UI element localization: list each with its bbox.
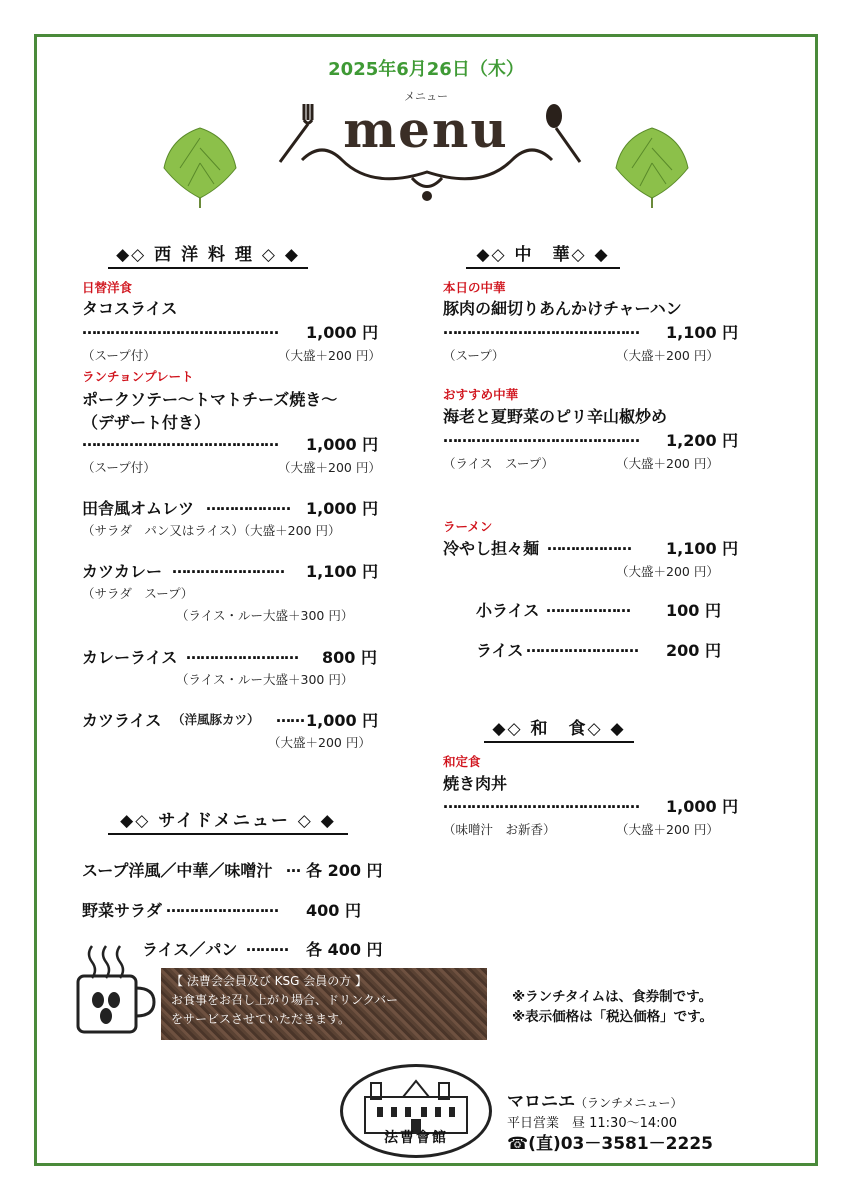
item-name: ライス／パン xyxy=(142,940,238,959)
category-label: ラーメン xyxy=(443,519,493,534)
item-name: タコスライス xyxy=(82,299,178,318)
shop-hours: 平日営業 昼 11:30～14:00 xyxy=(507,1116,678,1131)
leader-dots: ……………… xyxy=(206,496,290,514)
item-name: スープ洋風／中華／味噌汁 xyxy=(82,861,273,880)
item-price: 各 200 円 xyxy=(306,861,383,880)
section-heading-side: ◆◇ サイドメニュー ◇ ◆ xyxy=(108,806,348,835)
item-name: 野菜サラダ xyxy=(82,901,162,920)
item-price: 200 円 xyxy=(666,641,721,660)
member-notice-line: お食事をお召し上がり場合、ドリンクバー xyxy=(171,993,399,1007)
leaf-icon xyxy=(160,118,240,213)
item-note: （スープ付） xyxy=(82,460,156,475)
item-name: 焼き肉丼 xyxy=(443,774,508,793)
item-name: 豚肉の細切りあんかけチャーハン xyxy=(443,299,682,318)
leader-dots: …………………………………… xyxy=(443,320,639,338)
item-note: （ライス スープ） xyxy=(443,456,554,471)
leader-dots: …………………… xyxy=(166,898,278,916)
item-note: （スープ） xyxy=(443,348,505,363)
leader-dots: …………………… xyxy=(186,645,298,663)
leader-dots: ……………… xyxy=(547,536,631,554)
section-heading-chinese: ◆◇ 中 華◇ ◆ xyxy=(466,240,620,269)
notice-text: ※ランチタイムは、食券制です。 xyxy=(512,989,713,1005)
menu-subtitle: メニュー xyxy=(404,90,448,103)
coffee-cup-icon xyxy=(72,938,160,1038)
category-label: 日替洋食 xyxy=(82,280,133,295)
leader-dots: …………………………………… xyxy=(82,432,278,450)
item-price: 1,200 円 xyxy=(666,431,739,450)
item-note: （大盛＋200 円） xyxy=(278,460,381,475)
category-label: おすすめ中華 xyxy=(443,387,519,402)
item-name: カレーライス xyxy=(82,648,178,667)
notice-text: ※表示価格は「税込価格」です。 xyxy=(512,1009,714,1025)
item-price: 1,000 円 xyxy=(306,435,379,454)
shop-name xyxy=(507,1087,683,1112)
item-price: 400 円 xyxy=(306,901,361,920)
item-price: 100 円 xyxy=(666,601,721,620)
item-note: （味噌汁 お新香） xyxy=(443,822,556,837)
item-note: （大盛＋200 円） xyxy=(616,348,719,363)
item-price: 1,100 円 xyxy=(666,323,739,342)
shop-phone: ☎(直)03－3581－2225 xyxy=(507,1134,714,1154)
item-note: （大盛＋200 円） xyxy=(278,348,381,363)
leader-dots: …………………………………… xyxy=(443,428,639,446)
item-price: 800 円 xyxy=(322,648,377,667)
item-note: （大盛＋200 円） xyxy=(616,456,719,471)
category-label: ランチョンプレート xyxy=(82,369,194,384)
item-name: 田舎風オムレツ xyxy=(82,499,195,518)
item-price: 1,000 円 xyxy=(306,499,379,518)
shop-name-text: マロニエ xyxy=(507,1092,575,1112)
item-price: 各 400 円 xyxy=(306,940,383,959)
leaf-icon xyxy=(612,118,692,213)
item-note: （ライス・ルー大盛＋300 円） xyxy=(176,672,354,687)
item-name: 冷やし担々麺 xyxy=(443,539,540,558)
item-name: カツライス xyxy=(82,711,162,730)
item-note: （サラダ パン又はライス）（大盛＋200 円） xyxy=(82,523,341,538)
leader-dots: … xyxy=(286,858,300,876)
leader-dots: …… xyxy=(276,708,304,726)
item-price: 1,100 円 xyxy=(666,539,739,558)
logo-text: 法曹會館 xyxy=(384,1130,448,1146)
item-name: 海老と夏野菜のピリ辛山椒炒め xyxy=(443,407,668,426)
menu-date: 2025年6月26日（木） xyxy=(328,59,524,80)
shop-name-sub: （ランチメニュー） xyxy=(575,1096,683,1110)
item-note: （大盛＋200 円） xyxy=(616,564,719,579)
leader-dots: …………………………………… xyxy=(82,320,278,338)
item-note: （スープ付） xyxy=(82,348,156,363)
leader-dots: …………………… xyxy=(172,559,284,577)
leader-dots: ……………… xyxy=(546,598,630,616)
item-note: （ライス・ルー大盛＋300 円） xyxy=(176,608,354,623)
member-notice-box xyxy=(161,968,487,1040)
item-price: 1,000 円 xyxy=(306,323,379,342)
item-name: ライス xyxy=(476,641,524,660)
leader-dots: …………………………………… xyxy=(443,794,639,812)
leader-dots: …………………… xyxy=(526,638,638,656)
category-label: 和定食 xyxy=(443,754,481,769)
item-price: 1,000 円 xyxy=(666,797,739,816)
menu-title: menu xyxy=(343,100,509,159)
item-price: 1,000 円 xyxy=(306,711,379,730)
category-label: 本日の中華 xyxy=(443,280,506,295)
member-notice-line: をサービスさせていただきます。 xyxy=(171,1012,351,1026)
leader-dots: ……… xyxy=(246,937,288,955)
item-name: （デザート付き） xyxy=(82,413,211,432)
item-name: ポークソテー～トマトチーズ焼き～ xyxy=(82,390,338,409)
spoon-icon xyxy=(530,102,590,172)
fork-icon xyxy=(270,102,320,172)
section-heading-western: ◆◇ 西 洋 料 理 ◇ ◆ xyxy=(108,240,308,269)
item-note: （大盛＋200 円） xyxy=(616,822,719,837)
item-price: 1,100 円 xyxy=(306,562,379,581)
item-name: カツカレー xyxy=(82,562,163,581)
section-heading-japanese: ◆◇ 和 食◇ ◆ xyxy=(484,714,634,743)
building-logo xyxy=(340,1064,492,1158)
item-note: （大盛＋200 円） xyxy=(268,735,371,750)
item-name-sub: （洋風豚カツ） xyxy=(172,712,260,727)
item-name: 小ライス xyxy=(476,601,540,620)
item-note: （サラダ スープ） xyxy=(82,586,194,601)
member-notice-line: 【 法曹会会員及び KSG 会員の方 】 xyxy=(171,974,368,988)
